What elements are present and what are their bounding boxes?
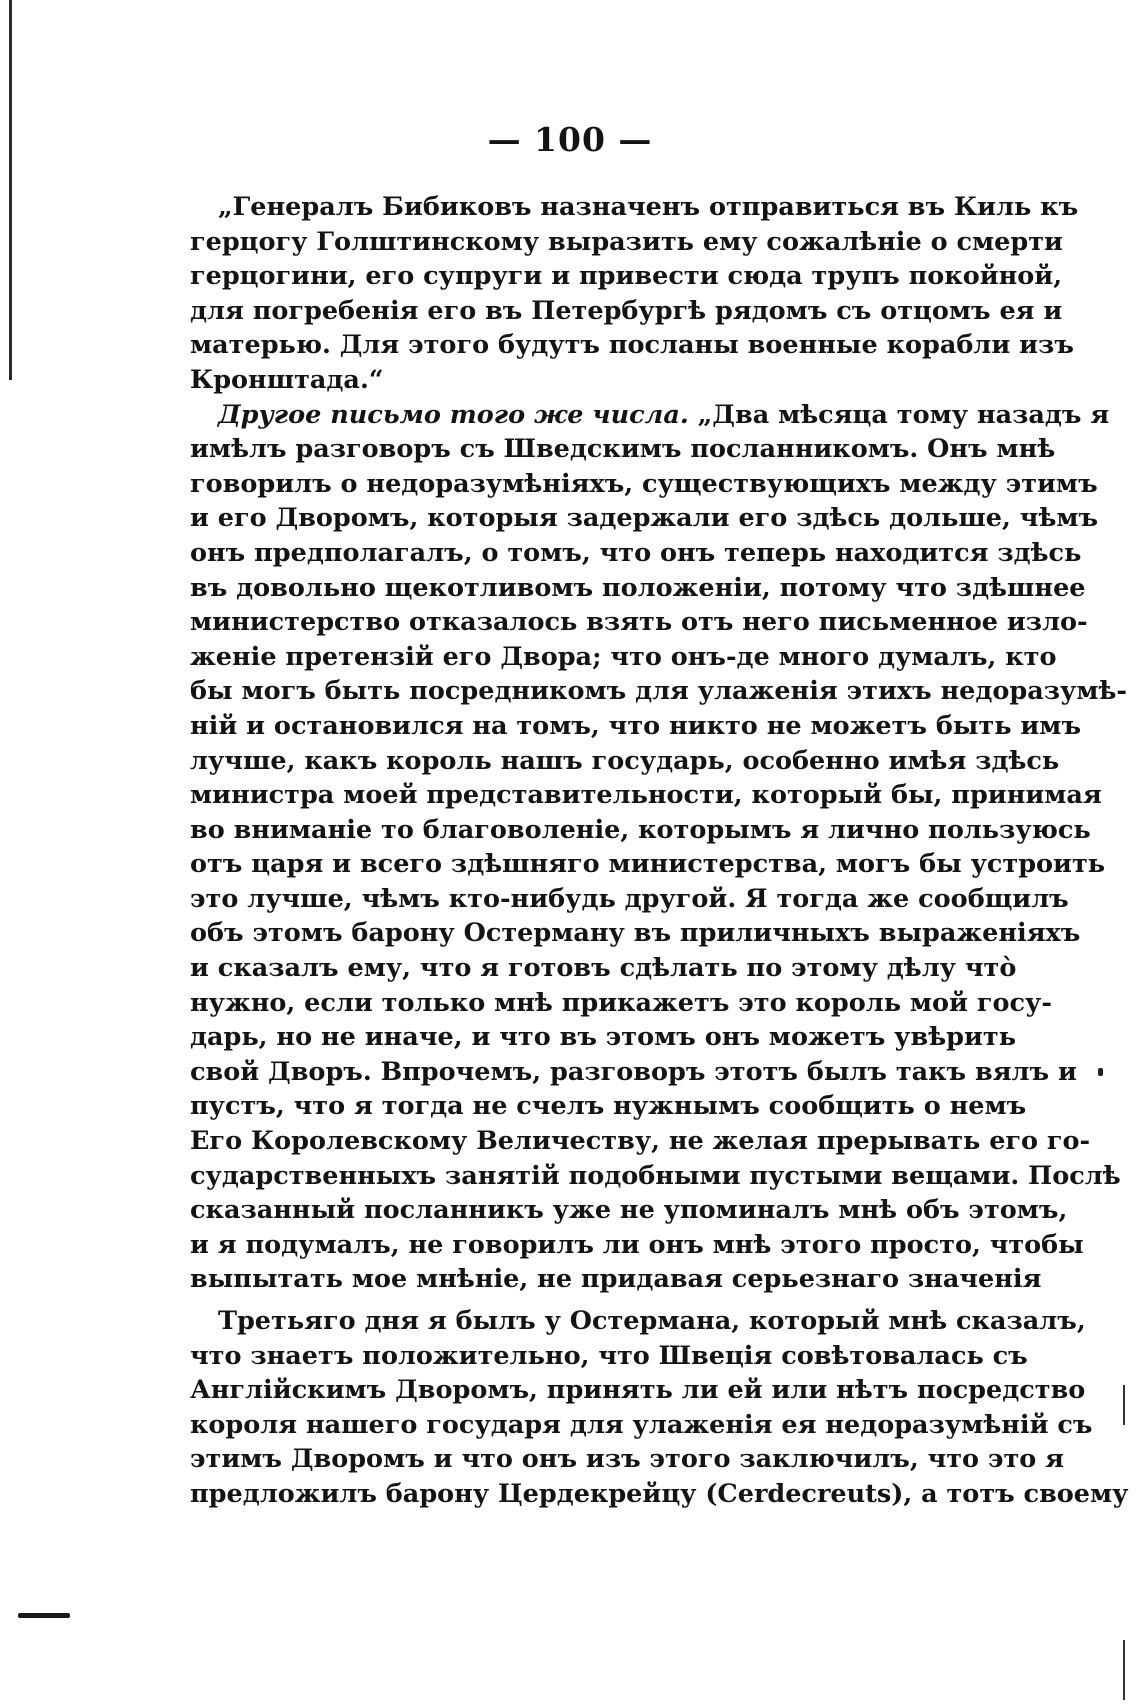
text-line: это лучше, чѣмъ кто-нибудь другой. Я тогда же сообщилъ	[190, 883, 1069, 914]
text-line: во вниманіе то благоволеніе, которымъ я лично пользуюсь	[190, 814, 1091, 845]
text-line: „Генералъ Бибиковъ назначенъ отправиться въ Киль къ	[218, 192, 1079, 222]
text-line: нужно, если только мнѣ прикажетъ это король мой госу-	[190, 987, 1052, 1018]
text-line: для погребенія его въ Петербургѣ рядомъ съ отцомъ ея и	[190, 295, 1063, 326]
page-number: — 100 —	[487, 120, 653, 159]
text-line: Его Королевскому Величеству, не желая прерывать его го-	[190, 1126, 1091, 1157]
text-line: герцогини, его супруги и привести сюда трупъ покойной,	[190, 261, 1063, 292]
text-line: пустъ, что я тогда не счелъ нужнымъ сообщить о немъ	[190, 1091, 1027, 1122]
text-line: герцогу Голштинскому выразить ему сожалѣніе о смерти	[190, 226, 1063, 257]
text-line: и его Дворомъ, которыя задержали его здѣсь дольше, чѣмъ	[190, 503, 1099, 534]
text-line: министерство отказалось взять отъ него письменное изло-	[190, 607, 1088, 638]
text-line: женіе претензій его Двора; что онъ-де много думалъ, кто	[190, 641, 1057, 672]
body-text	[190, 190, 1129, 1512]
text-line: и сказалъ ему, что я готовъ сдѣлать по этому дѣлу что̀	[190, 953, 1017, 984]
text-line: Кронштада.“	[190, 364, 384, 395]
text-line: дарь, но не иначе, и что въ этомъ онъ можетъ увѣрить	[190, 1022, 1016, 1053]
text-line: этимъ Дворомъ и что онъ изъ этого заключилъ, что это я	[190, 1444, 1064, 1475]
scan-edge-tick	[1123, 1640, 1125, 1700]
letter-heading: Другое письмо того же числа.	[218, 399, 689, 430]
text-line: лучше, какъ король нашъ государь, особенно имѣя здѣсь	[190, 745, 1060, 776]
text-line: Третьяго дня я былъ у Остермана, который мнѣ сказалъ,	[218, 1306, 1086, 1336]
text-line: короля нашего государя для улаженія ея недоразумѣній съ	[190, 1409, 1093, 1440]
text-line: онъ предполагалъ, о томъ, что онъ теперь находится здѣсь	[190, 537, 1082, 568]
text-line: бы могъ быть посредникомъ для улаженія этихъ недоразумѣ-	[190, 676, 1128, 707]
text-line: ній и остановился на томъ, что никто не можетъ быть имъ	[190, 710, 1082, 741]
scan-edge-tick	[1123, 1385, 1125, 1425]
text-line: что знаетъ положительно, что Швеція совѣтовалась съ	[190, 1340, 1028, 1371]
margin-ink-dot	[1098, 1068, 1103, 1076]
text-line: матерью. Для этого будутъ посланы военные корабли изъ	[190, 330, 1074, 361]
text-line: сударственныхъ занятій подобными пустыми вещами. Послѣ	[190, 1160, 1121, 1191]
text-line: и я подумалъ, не говорилъ ли онъ мнѣ этого просто, чтобы	[190, 1229, 1084, 1260]
binding-edge-line	[9, 0, 12, 380]
text-line: сказанный посланникъ уже не упоминалъ мнѣ объ этомъ,	[190, 1195, 1068, 1226]
text-line: Англійскимъ Дворомъ, принять ли ей или нѣтъ посредство	[190, 1375, 1086, 1406]
text-line: въ довольно щекотливомъ положеніи, потому что здѣшнее	[190, 572, 1086, 603]
text-line-rest: „Два мѣсяца тому назадъ я	[697, 399, 1110, 430]
text-line: предложилъ барону Цердекрейцу (Cerdecreuts), а тотъ своему	[190, 1478, 1129, 1509]
text-line: свой Дворъ. Впрочемъ, разговоръ этотъ былъ такъ вялъ и	[190, 1056, 1077, 1087]
text-line: говорилъ о недоразумѣніяхъ, существующихъ между этимъ	[190, 468, 1098, 499]
text-line	[190, 398, 1110, 433]
text-line: министра моей представительности, который бы, принимая	[190, 780, 1102, 811]
text-line: выпытать мое мнѣніе, не придавая серьезнаго значенія	[190, 1264, 1042, 1295]
text-line: имѣлъ разговоръ съ Шведскимъ посланникомъ. Онъ мнѣ	[190, 434, 1056, 465]
text-line: отъ царя и всего здѣшняго министерства, могъ бы устроить	[190, 849, 1106, 880]
text-line: объ этомъ барону Остерману въ приличныхъ выраженіяхъ	[190, 918, 1081, 949]
scan-edge-mark	[18, 1613, 70, 1618]
